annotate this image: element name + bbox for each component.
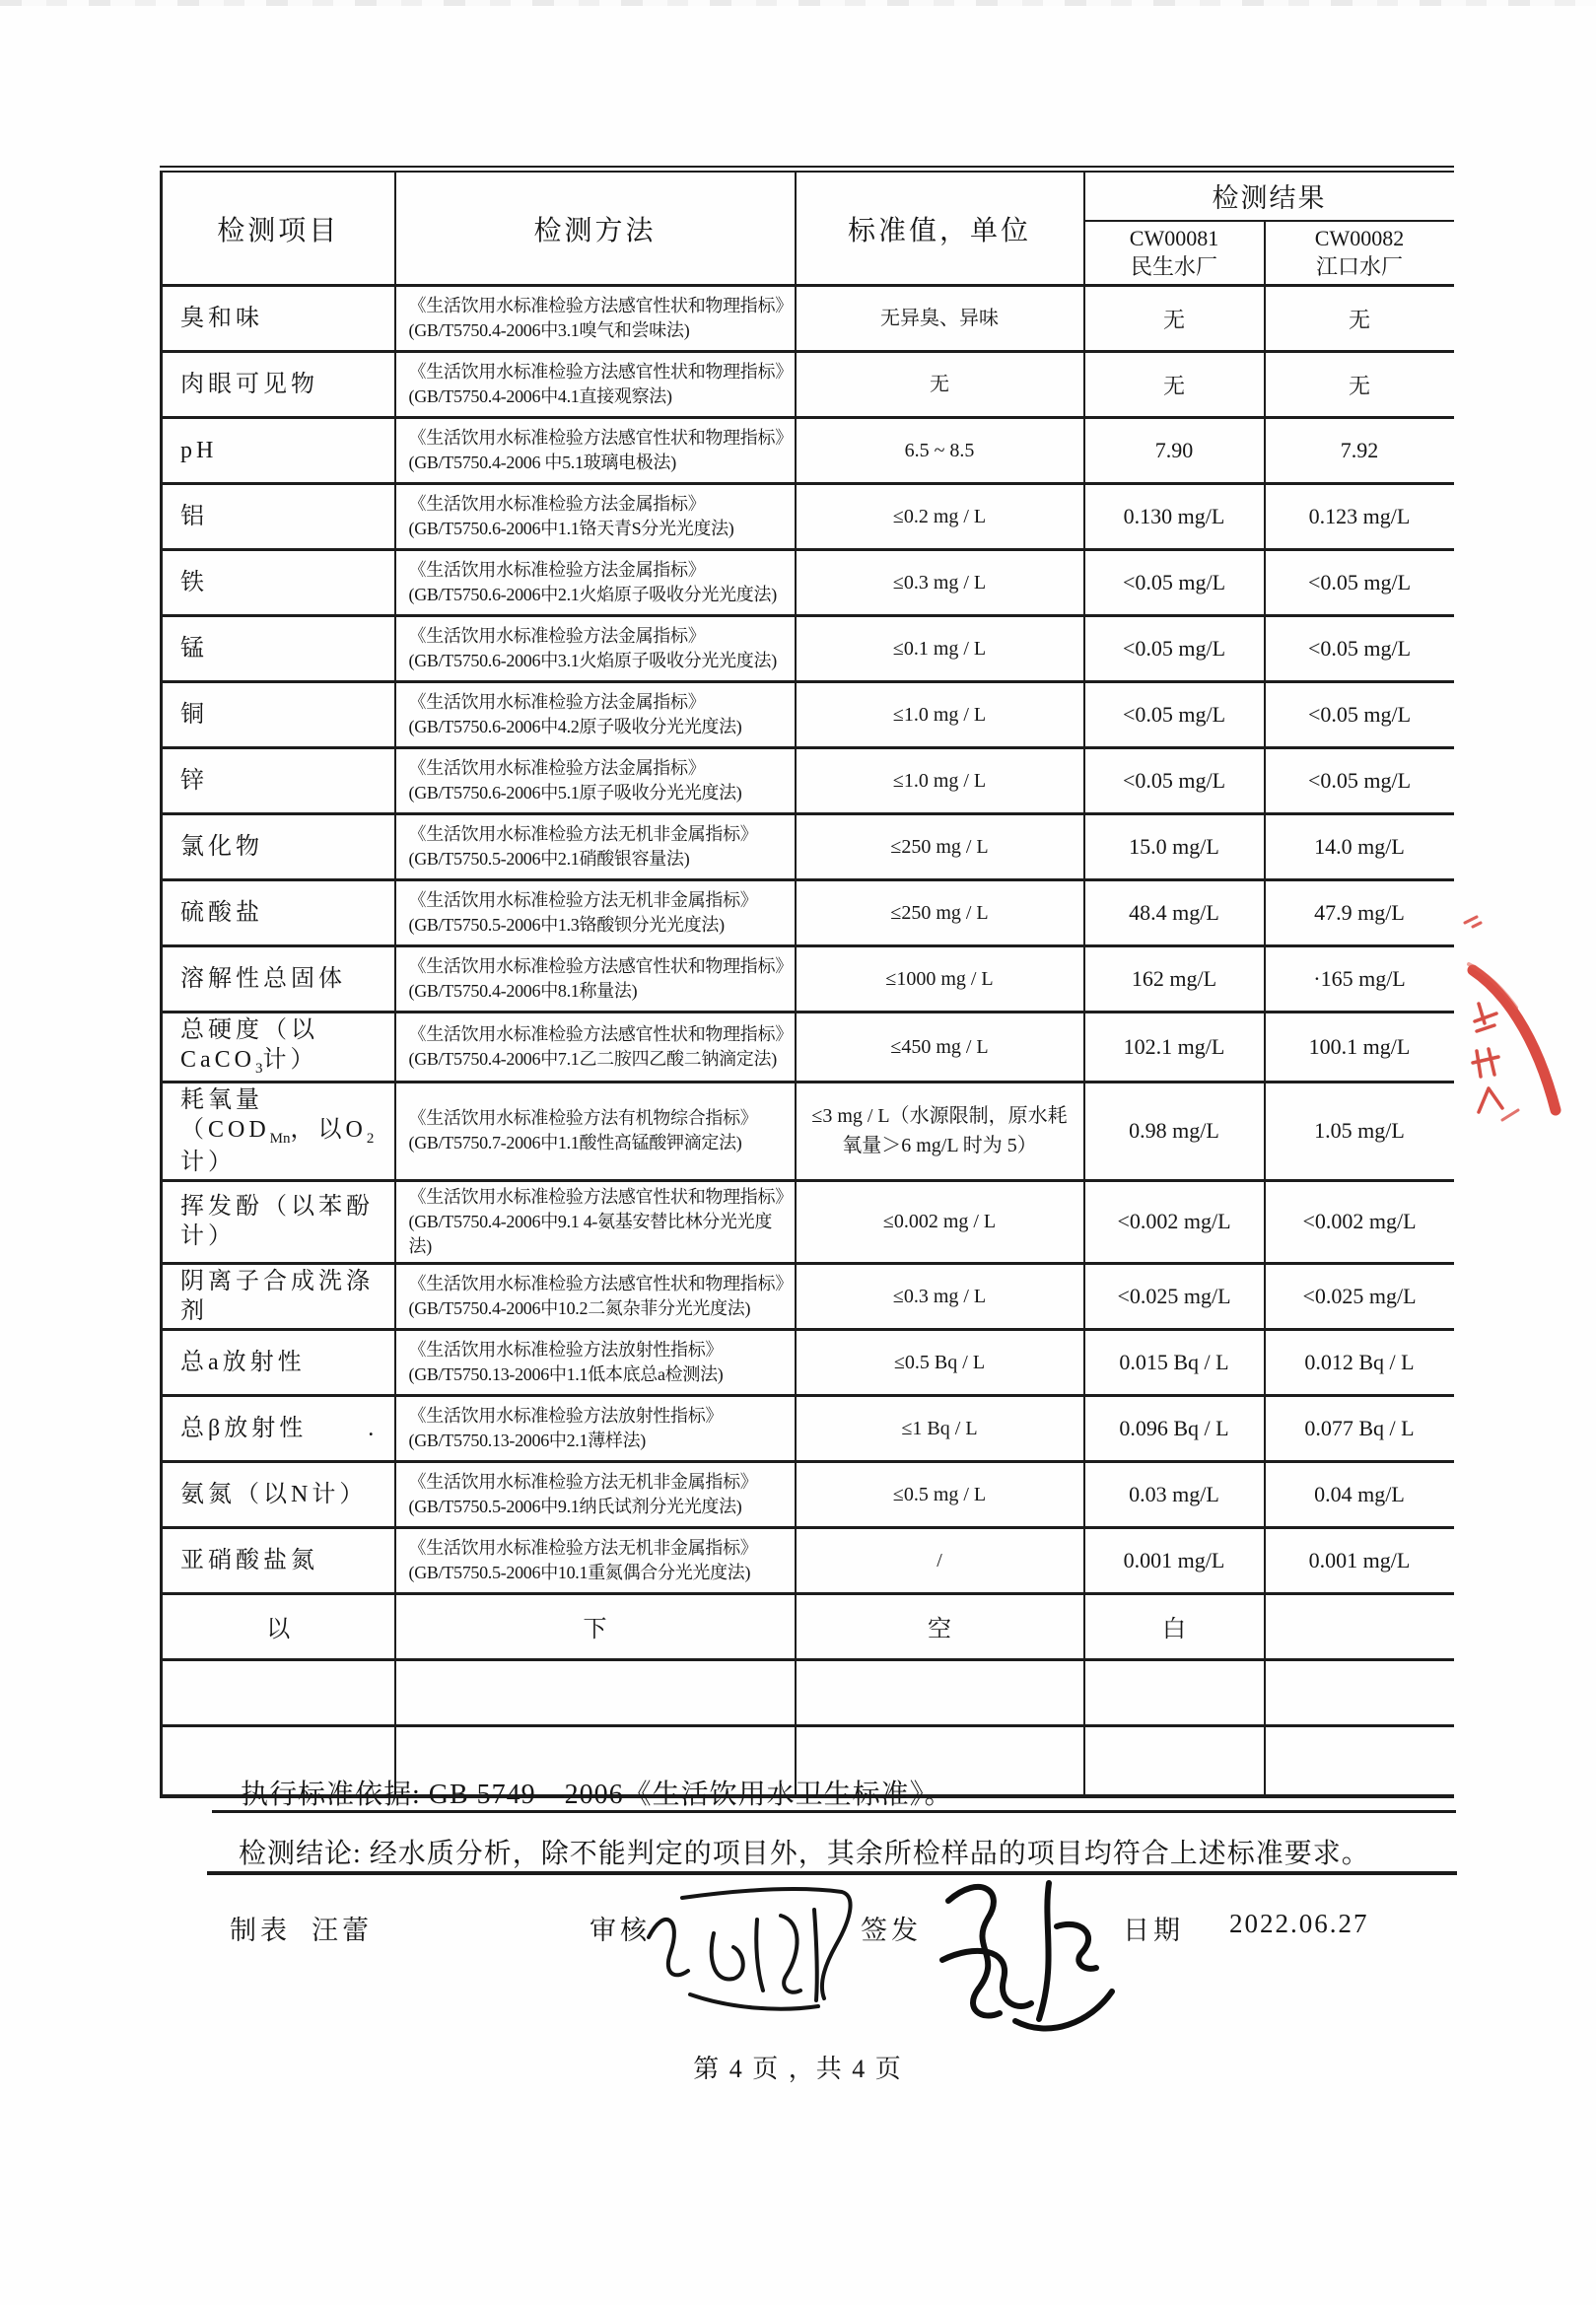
result-cell: 1.05 mg/L bbox=[1265, 1082, 1454, 1181]
method-cell: 《生活饮用水标准检验方法感官性状和物理指标》 (GB/T5750.4-2006中10.2二氮杂菲分光光度法) bbox=[395, 1263, 796, 1329]
table-row bbox=[162, 418, 1454, 484]
table-row bbox=[162, 682, 1454, 748]
result-cell: <0.05 mg/L bbox=[1265, 682, 1454, 748]
result-cell: 0.123 mg/L bbox=[1265, 484, 1454, 550]
table-row bbox=[162, 1263, 1454, 1329]
result-cell: 0.015 Bq / L bbox=[1084, 1329, 1265, 1395]
item-cell: 总β放射性 . bbox=[162, 1395, 395, 1461]
method-cell: 《生活饮用水标准检验方法感官性状和物理指标》 (GB/T5750.4-2006中9.1 4-氨基安替比林分光光度法) bbox=[395, 1181, 796, 1263]
result-cell: <0.05 mg/L bbox=[1265, 748, 1454, 814]
method-cell: 《生活饮用水标准检验方法金属指标》 (GB/T5750.6-2006中3.1火焰原子吸收分光光度法) bbox=[395, 616, 796, 682]
result-cell: <0.025 mg/L bbox=[1265, 1263, 1454, 1329]
col-header-result-group: 检测结果 bbox=[1084, 170, 1454, 221]
table-row bbox=[162, 1013, 1454, 1083]
standard-basis-line: 执行标准依据: GB 5749—2006《生活饮用水卫生标准》。 bbox=[241, 1780, 953, 1810]
result-cell: 无 bbox=[1084, 286, 1265, 352]
table-row bbox=[162, 1181, 1454, 1263]
review-label: 审核 bbox=[590, 1916, 651, 1945]
standard-cell: ≤0.5 mg / L bbox=[796, 1461, 1084, 1527]
item-cell: 氨氮（以N计） bbox=[162, 1461, 395, 1527]
table-row bbox=[162, 814, 1454, 880]
page-number: 第 4 页 ，共 4 页 bbox=[693, 2055, 903, 2083]
method-cell: 《生活饮用水标准检验方法放射性指标》 (GB/T5750.13-2006中2.1薄样法) bbox=[395, 1395, 796, 1461]
method-cell: 《生活饮用水标准检验方法无机非金属指标》 (GB/T5750.5-2006中10.1重氮偶合分光光度法) bbox=[395, 1527, 796, 1593]
item-cell: 溶解性总固体 bbox=[162, 946, 395, 1013]
standard-cell: ≤0.3 mg / L bbox=[796, 1263, 1084, 1329]
method-cell: 《生活饮用水标准检验方法金属指标》 (GB/T5750.6-2006中5.1原子吸收分光光度法) bbox=[395, 748, 796, 814]
standard-cell: ≤250 mg / L bbox=[796, 880, 1084, 946]
item-cell: 铝 bbox=[162, 484, 395, 550]
sample2-name: 江口水厂 bbox=[1315, 254, 1403, 280]
empty-cell bbox=[1265, 1725, 1454, 1796]
method-cell: 《生活饮用水标准检验方法无机非金属指标》 (GB/T5750.5-2006中2.1硝酸银容量法) bbox=[395, 814, 796, 880]
method-cell: 《生活饮用水标准检验方法感官性状和物理指标》 (GB/T5750.4-2006中4.1直接观察法) bbox=[395, 352, 796, 418]
result-cell: 无 bbox=[1084, 352, 1265, 418]
result-cell: <0.002 mg/L bbox=[1084, 1181, 1265, 1263]
date-value: 2022.06.27 bbox=[1229, 1909, 1369, 1938]
result-cell: 0.001 mg/L bbox=[1265, 1527, 1454, 1593]
standard-cell: ≤250 mg / L bbox=[796, 814, 1084, 880]
method-cell: 《生活饮用水标准检验方法有机物综合指标》 (GB/T5750.7-2006中1.1酸性高锰酸钾滴定法) bbox=[395, 1082, 796, 1181]
prepared-by-name: 汪蕾 bbox=[312, 1916, 373, 1945]
result-cell: 0.012 Bq / L bbox=[1265, 1329, 1454, 1395]
result-cell: 0.98 mg/L bbox=[1084, 1082, 1265, 1181]
issue-label: 签发 bbox=[861, 1916, 922, 1945]
table-row bbox=[162, 352, 1454, 418]
item-cell: 总a放射性 bbox=[162, 1329, 395, 1395]
item-cell: 氯化物 bbox=[162, 814, 395, 880]
divider-rule-2 bbox=[207, 1871, 1457, 1875]
standard-cell: ≤1 Bq / L bbox=[796, 1395, 1084, 1461]
table-row bbox=[162, 748, 1454, 814]
table-row bbox=[162, 946, 1454, 1013]
table-row bbox=[162, 1461, 1454, 1527]
sample1-name: 民生水厂 bbox=[1130, 254, 1217, 280]
result-cell: <0.002 mg/L bbox=[1265, 1181, 1454, 1263]
col-header-sample1 bbox=[1084, 221, 1265, 286]
divider-rule-1 bbox=[212, 1810, 1456, 1813]
table-row bbox=[162, 1527, 1454, 1593]
item-cell: 总硬度（以CaCO$_3$计） bbox=[162, 1013, 395, 1083]
blank-cell: 空 bbox=[796, 1593, 1084, 1659]
standard-cell: ≤1.0 mg / L bbox=[796, 748, 1084, 814]
item-cell: 臭和味 bbox=[162, 286, 395, 352]
col-header-standard: 标准值，单位 bbox=[796, 170, 1084, 286]
result-cell: <0.05 mg/L bbox=[1084, 550, 1265, 616]
result-cell: 15.0 mg/L bbox=[1084, 814, 1265, 880]
result-cell: 0.001 mg/L bbox=[1084, 1527, 1265, 1593]
table-body bbox=[162, 286, 1454, 1797]
item-cell: 亚硝酸盐氮 bbox=[162, 1527, 395, 1593]
result-cell: <0.05 mg/L bbox=[1265, 550, 1454, 616]
result-cell: 102.1 mg/L bbox=[1084, 1013, 1265, 1083]
table-row bbox=[162, 1082, 1454, 1181]
blank-cell: 下 bbox=[395, 1593, 796, 1659]
table-row bbox=[162, 1395, 1454, 1461]
table-row bbox=[162, 550, 1454, 616]
table-row bbox=[162, 484, 1454, 550]
method-cell: 《生活饮用水标准检验方法金属指标》 (GB/T5750.6-2006中4.2原子吸收分光光度法) bbox=[395, 682, 796, 748]
item-cell: 铁 bbox=[162, 550, 395, 616]
conclusion-line: 检测结论: 经水质分析，除不能判定的项目外，其余所检样品的项目均符合上述标准要求。 bbox=[239, 1839, 1370, 1869]
table-row bbox=[162, 286, 1454, 352]
table-row bbox=[162, 1329, 1454, 1395]
stray-dot: . bbox=[368, 1415, 375, 1441]
item-cell: 锰 bbox=[162, 616, 395, 682]
item-cell: 肉眼可见物 bbox=[162, 352, 395, 418]
standard-cell: ≤0.5 Bq / L bbox=[796, 1329, 1084, 1395]
standard-cell: 无异臭、异味 bbox=[796, 286, 1084, 352]
standard-cell: 6.5 ~ 8.5 bbox=[796, 418, 1084, 484]
method-cell: 《生活饮用水标准检验方法感官性状和物理指标》 (GB/T5750.4-2006中8.1称量法) bbox=[395, 946, 796, 1013]
result-cell: 7.90 bbox=[1084, 418, 1265, 484]
result-cell: 7.92 bbox=[1265, 418, 1454, 484]
empty-cell bbox=[796, 1659, 1084, 1725]
item-cell: 硫酸盐 bbox=[162, 880, 395, 946]
method-cell: 《生活饮用水标准检验方法感官性状和物理指标》 (GB/T5750.4-2006 中5.1玻璃电极法) bbox=[395, 418, 796, 484]
result-cell: 162 mg/L bbox=[1084, 946, 1265, 1013]
result-cell: 0.130 mg/L bbox=[1084, 484, 1265, 550]
table-row bbox=[162, 880, 1454, 946]
blank-cell: 白 bbox=[1084, 1593, 1265, 1659]
col-header-item: 检测项目 bbox=[162, 170, 395, 286]
result-cell: <0.05 mg/L bbox=[1084, 748, 1265, 814]
method-cell: 《生活饮用水标准检验方法金属指标》 (GB/T5750.6-2006中2.1火焰原子吸收分光光度法) bbox=[395, 550, 796, 616]
method-cell: 《生活饮用水标准检验方法金属指标》 (GB/T5750.6-2006中1.1铬天青S分光光度法) bbox=[395, 484, 796, 550]
sample1-code: CW00081 bbox=[1129, 225, 1219, 250]
col-header-sample2 bbox=[1265, 221, 1454, 286]
standard-cell: ≤0.2 mg / L bbox=[796, 484, 1084, 550]
item-cell: 挥发酚（以苯酚计） bbox=[162, 1181, 395, 1263]
issuer-signature bbox=[909, 1865, 1131, 2048]
standard-cell: ≤1.0 mg / L bbox=[796, 682, 1084, 748]
result-cell: <0.05 mg/L bbox=[1265, 616, 1454, 682]
date-label: 日期 bbox=[1123, 1916, 1184, 1945]
item-cell: 阴离子合成洗涤剂 bbox=[162, 1263, 395, 1329]
item-cell: 耗氧量（$COD_{Mn}$，以$O_2$计） bbox=[162, 1082, 395, 1181]
method-cell: 《生活饮用水标准检验方法放射性指标》 (GB/T5750.13-2006中1.1低本底总a检测法) bbox=[395, 1329, 796, 1395]
test-results-table bbox=[160, 166, 1454, 1798]
blank-cell bbox=[1265, 1593, 1454, 1659]
result-cell: <0.025 mg/L bbox=[1084, 1263, 1265, 1329]
result-cell: ·165 mg/L bbox=[1265, 946, 1454, 1013]
result-cell: 47.9 mg/L bbox=[1265, 880, 1454, 946]
empty-cell bbox=[1084, 1725, 1265, 1796]
result-cell: <0.05 mg/L bbox=[1084, 616, 1265, 682]
empty-cell bbox=[1265, 1659, 1454, 1725]
standard-cell: ≤1000 mg / L bbox=[796, 946, 1084, 1013]
result-cell: 0.04 mg/L bbox=[1265, 1461, 1454, 1527]
result-cell: 0.096 Bq / L bbox=[1084, 1395, 1265, 1461]
table-row bbox=[162, 616, 1454, 682]
blank-cell: 以 bbox=[162, 1593, 395, 1659]
sample2-code: CW00082 bbox=[1314, 225, 1405, 250]
standard-cell: / bbox=[796, 1527, 1084, 1593]
scan-noise-strip bbox=[0, 0, 1596, 6]
item-cell: pH bbox=[162, 418, 395, 484]
reviewer-signature bbox=[631, 1876, 867, 2029]
standard-cell: 无 bbox=[796, 352, 1084, 418]
result-cell: <0.05 mg/L bbox=[1084, 682, 1265, 748]
standard-cell: ≤0.1 mg / L bbox=[796, 616, 1084, 682]
red-seal-stamp bbox=[1445, 895, 1596, 1132]
result-cell: 14.0 mg/L bbox=[1265, 814, 1454, 880]
result-cell: 48.4 mg/L bbox=[1084, 880, 1265, 946]
standard-cell: ≤0.3 mg / L bbox=[796, 550, 1084, 616]
standard-cell: ≤0.002 mg / L bbox=[796, 1181, 1084, 1263]
result-cell: 无 bbox=[1265, 286, 1454, 352]
empty-cell bbox=[395, 1659, 796, 1725]
result-cell: 0.077 Bq / L bbox=[1265, 1395, 1454, 1461]
standard-cell: ≤3 mg / L（水源限制，原水耗氧量＞6 mg/L 时为 5） bbox=[796, 1082, 1084, 1181]
empty-cell bbox=[1084, 1659, 1265, 1725]
table-row bbox=[162, 1593, 1454, 1659]
method-cell: 《生活饮用水标准检验方法感官性状和物理指标》 (GB/T5750.4-2006中7.1乙二胺四乙酸二钠滴定法) bbox=[395, 1013, 796, 1083]
prepared-label: 制表 bbox=[230, 1916, 291, 1945]
result-cell: 0.03 mg/L bbox=[1084, 1461, 1265, 1527]
table-row bbox=[162, 1659, 1454, 1725]
method-cell: 《生活饮用水标准检验方法感官性状和物理指标》 (GB/T5750.4-2006中3.1嗅气和尝味法) bbox=[395, 286, 796, 352]
result-cell: 100.1 mg/L bbox=[1265, 1013, 1454, 1083]
result-cell: 无 bbox=[1265, 352, 1454, 418]
empty-cell bbox=[162, 1659, 395, 1725]
item-cell: 锌 bbox=[162, 748, 395, 814]
standard-cell: ≤450 mg / L bbox=[796, 1013, 1084, 1083]
item-cell: 铜 bbox=[162, 682, 395, 748]
method-cell: 《生活饮用水标准检验方法无机非金属指标》 (GB/T5750.5-2006中1.3铬酸钡分光光度法) bbox=[395, 880, 796, 946]
col-header-method: 检测方法 bbox=[395, 170, 796, 286]
method-cell: 《生活饮用水标准检验方法无机非金属指标》 (GB/T5750.5-2006中9.1纳氏试剂分光光度法) bbox=[395, 1461, 796, 1527]
